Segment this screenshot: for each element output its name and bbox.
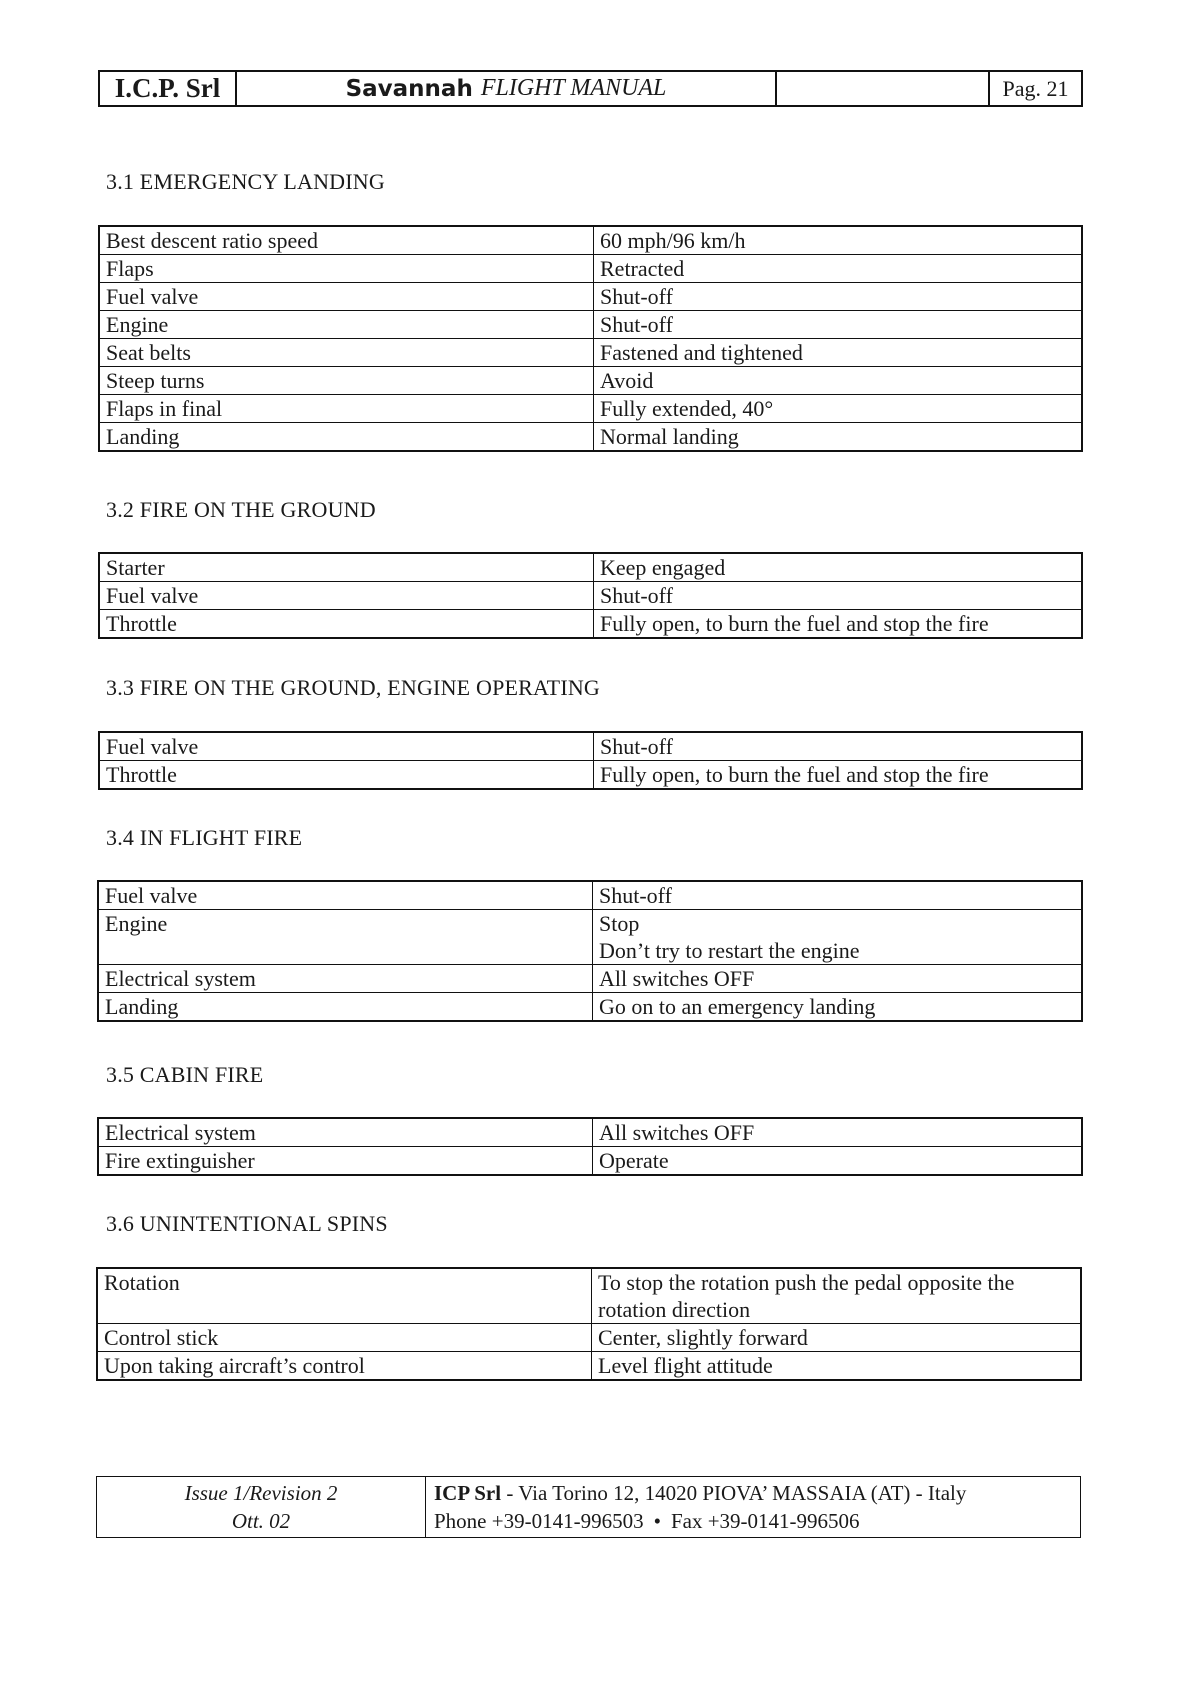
table-row xyxy=(97,1268,1081,1324)
table-row xyxy=(99,367,1082,395)
table-fire-on-ground xyxy=(98,552,1083,639)
checklist-item: Upon taking aircraft’s control xyxy=(97,1352,592,1381)
table-row xyxy=(98,881,1082,910)
table-row xyxy=(97,1324,1081,1352)
table-row xyxy=(99,553,1082,582)
checklist-action: Keep engaged xyxy=(594,553,1083,582)
company-contact xyxy=(426,1477,1080,1537)
table-row xyxy=(98,1147,1082,1176)
checklist-action: Center, slightly forward xyxy=(592,1324,1082,1352)
checklist-item: Landing xyxy=(98,993,593,1022)
checklist-action: All switches OFF xyxy=(593,965,1083,993)
table-row xyxy=(99,582,1082,610)
table-emergency-landing xyxy=(98,225,1083,452)
checklist-action: Go on to an emergency landing xyxy=(593,993,1083,1022)
checklist-action: To stop the rotation push the pedal opposite the rotation direction xyxy=(592,1268,1082,1324)
table-row xyxy=(98,965,1082,993)
table-row xyxy=(98,910,1082,965)
checklist-item: Fuel valve xyxy=(99,582,594,610)
checklist-item: Fuel valve xyxy=(99,283,594,311)
page-footer xyxy=(96,1476,1081,1538)
table-cabin-fire xyxy=(97,1117,1083,1176)
checklist-action: Level flight attitude xyxy=(592,1352,1082,1381)
footer-address: - Via Torino 12, 14020 PIOVA’ MASSAIA (AT) - Italy xyxy=(501,1481,967,1505)
table-in-flight-fire xyxy=(97,880,1083,1022)
footer-company: ICP Srl xyxy=(434,1481,502,1505)
checklist-action: Retracted xyxy=(594,255,1083,283)
checklist-item: Engine xyxy=(98,910,593,965)
page-header xyxy=(98,70,1083,107)
header-blank-cell xyxy=(777,72,990,105)
table-row xyxy=(99,311,1082,339)
checklist-action: Fully extended, 40° xyxy=(594,395,1083,423)
brand-name: Savannah xyxy=(345,75,473,102)
checklist-action: Avoid xyxy=(594,367,1083,395)
checklist-item: Fuel valve xyxy=(98,881,593,910)
checklist-item: Fire extinguisher xyxy=(98,1147,593,1176)
checklist-action: Shut-off xyxy=(594,732,1083,761)
section-title-fire-on-ground: 3.2 FIRE ON THE GROUND xyxy=(106,497,376,522)
issue-date: Ott. 02 xyxy=(231,1509,291,1533)
table-row xyxy=(97,1352,1081,1381)
table-row xyxy=(99,761,1082,790)
checklist-item: Flaps xyxy=(99,255,594,283)
checklist-item: Best descent ratio speed xyxy=(99,226,594,255)
document-title xyxy=(237,72,777,105)
section-title-in-flight-fire: 3.4 IN FLIGHT FIRE xyxy=(106,825,303,850)
manual-name: FLIGHT MANUAL xyxy=(480,75,667,101)
checklist-action: Shut-off xyxy=(593,881,1083,910)
checklist-item: Starter xyxy=(99,553,594,582)
section-title-emergency-landing: 3.1 EMERGENCY LANDING xyxy=(106,169,385,194)
checklist-item: Fuel valve xyxy=(99,732,594,761)
checklist-action: Shut-off xyxy=(594,311,1083,339)
section-title-unintentional-spins: 3.6 UNINTENTIONAL SPINS xyxy=(106,1211,388,1236)
table-row xyxy=(99,283,1082,311)
checklist-item: Engine xyxy=(99,311,594,339)
checklist-action: Fastened and tightened xyxy=(594,339,1083,367)
checklist-action: Fully open, to burn the fuel and stop the fire xyxy=(594,761,1083,790)
checklist-action: All switches OFF xyxy=(593,1118,1083,1147)
checklist-item: Throttle xyxy=(99,761,594,790)
phone-fax-line xyxy=(434,1507,1072,1535)
checklist-action: Shut-off xyxy=(594,582,1083,610)
footer-fax: Fax +39-0141-996506 xyxy=(670,1509,860,1533)
checklist-action: Fully open, to burn the fuel and stop the fire xyxy=(594,610,1083,639)
checklist-item: Landing xyxy=(99,423,594,452)
checklist-item: Throttle xyxy=(99,610,594,639)
table-row xyxy=(99,423,1082,452)
checklist-action: Stop Don’t try to restart the engine xyxy=(593,910,1083,965)
checklist-action: Shut-off xyxy=(594,283,1083,311)
table-row xyxy=(99,255,1082,283)
issue-revision: Issue 1/Revision 2 xyxy=(184,1481,338,1505)
checklist-item: Control stick xyxy=(97,1324,592,1352)
table-row xyxy=(99,395,1082,423)
table-row xyxy=(99,226,1082,255)
table-row xyxy=(99,610,1082,639)
section-title-cabin-fire: 3.5 CABIN FIRE xyxy=(106,1062,264,1087)
checklist-action: 60 mph/96 km/h xyxy=(594,226,1083,255)
checklist-item: Rotation xyxy=(97,1268,592,1324)
page-number: Pag. 21 xyxy=(1002,75,1069,101)
company-name: I.C.P. Srl xyxy=(100,72,237,105)
checklist-item: Electrical system xyxy=(98,965,593,993)
checklist-action: Operate xyxy=(593,1147,1083,1176)
table-row xyxy=(98,1118,1082,1147)
checklist-item: Steep turns xyxy=(99,367,594,395)
issue-info xyxy=(97,1477,426,1537)
table-fire-engine-operating xyxy=(98,731,1083,790)
checklist-item: Electrical system xyxy=(98,1118,593,1147)
section-title-fire-engine-operating: 3.3 FIRE ON THE GROUND, ENGINE OPERATING xyxy=(106,675,601,700)
bullet-separator: • xyxy=(653,1509,661,1533)
table-row xyxy=(98,993,1082,1022)
checklist-item: Flaps in final xyxy=(99,395,594,423)
table-unintentional-spins xyxy=(96,1267,1082,1381)
table-row xyxy=(99,339,1082,367)
address-line xyxy=(434,1479,1072,1507)
checklist-item: Seat belts xyxy=(99,339,594,367)
footer-phone: Phone +39-0141-996503 xyxy=(434,1509,644,1533)
checklist-action: Normal landing xyxy=(594,423,1083,452)
table-row xyxy=(99,732,1082,761)
